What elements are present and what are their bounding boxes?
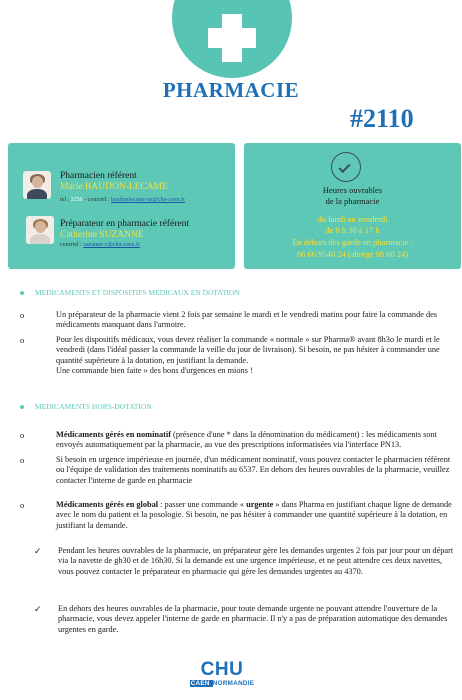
bullet-dot [20,405,24,409]
bullet-o: o [20,455,25,465]
room-number: #2110 [350,104,414,133]
pharmacist-tel: 3256 [70,197,83,203]
nominatif-paragraph: Médicaments gérés en nominatif (présence d'une * dans la dénomination du médicament) : les médicaments sont envoyés automatiquement par la pharmacie, au vue des prescriptions informatisées via l'interface PN13. [56,430,437,450]
dotation-item-2: Pour les dispositifs médicaux, vous devez réaliser la commande « normale » sur Pharma® avant 8h3o le mardi et le vendredi (dans l'idéal passer la commande la veille du jour de livraison). Si besoin, ne pas hésiter à commander une quantité supérieure à la dotation, en justifiant la demande. [56,335,440,365]
bullet-dot [20,291,24,295]
page-title: PHARMACIE [162,78,300,102]
bullet-o: o [20,310,25,320]
urgente-word: urgente [246,500,274,509]
preparer-name: Catherine SUZANNE [60,230,144,240]
section-heading-dotation: MEDICAMENTS ET DISPOSITIFS MEDICAUX EN DOTATION [20,288,240,297]
pharmacist-contact [60,197,185,203]
hours-times: de 8 h 30 à 17 h [325,225,380,235]
preparer-mail-prefix: courriel : [60,242,84,248]
global-label: Médicaments gérés en global [56,500,159,509]
section-heading-hors-dotation: MEDICAMENTS HORS-DOTATION [20,402,152,411]
dotation-item-1: Un préparateur de la pharmacie vient 2 fois par semaine le mardi et le vendredi matins pour faire la commande des médicaments manquant dans l'armoire. [56,310,438,330]
oncall-phone: 06 66 9540 24 (abrégé 98 60 24) [296,249,409,259]
nominatif-label: Médicaments gérés en nominatif [56,430,171,439]
pharmacist-name: Marie BAUDON-LECAME [60,182,168,192]
staff-card [8,143,235,269]
pharmacist-photo [23,171,51,199]
checkmark-icon: ✓ [34,546,42,556]
chu-caen-logo: CHU CAEN NORMANDIE [190,659,255,687]
clock-check-icon [331,152,361,182]
hours-days: du lundi au vendredi [317,214,388,224]
tel-prefix: tel : [60,197,71,203]
global-paragraph: Médicaments gérés en global : passer une commande « urgente » dans Pharma en justifiant chaque ligne de demande avec le nom du patient et la posologie. Si besoin, ne pas hésiter à commander une quantité supérieure à la dotation, en justifiant la demande. [56,500,452,530]
bullet-o: o [20,430,25,440]
pharmacy-cross-icon-bar [208,28,256,48]
checkmark-icon: ✓ [34,604,42,614]
pharmacist-email-link[interactable]: baudonlecame-m@chu-caen.fr [111,197,185,203]
preparer-photo [26,216,54,244]
oncall-label: En dehors des garde en pharmacie : [292,237,413,247]
urgent-outside-hours: En dehors des heures ouvrables de la pharmacie, pour toute demande urgente ne pouvant attendre l'ouverture de la pharmacie, vous devez appeler l'interne de garde en pharmacie. Il n'y a pas de préparation automatique des demandes urgentes en garde. [58,604,448,634]
preparer-email-link[interactable]: suzanne-c@chu-caen.fr [83,242,140,248]
dotation-item-3: Une commande bien faite » des bons d'urgences en mions ! [56,366,253,375]
urgent-during-hours: Pendant les heures ouvrables de la pharmacie, un préparateur gère les demandes urgentes 2 fois par jour pour un départ via la navette de gh30 et de 16h30. Si la demande est une urgence impérieuse, et ne peut attendre ces deux navettes, vous pouvez contacter le préparateur en pharmacie qui gère les demandes urgentes au 4370. [58,546,454,576]
pharmacist-role: Pharmacien référent [60,171,137,181]
hours-heading-2: de la pharmacie [325,196,380,206]
bullet-o: o [20,335,25,345]
preparer-contact [60,242,140,248]
hours-heading-1: Heures ouvrables [322,185,383,195]
bullet-o: o [20,500,25,510]
preparer-role: Préparateur en pharmacie référent [60,219,189,229]
mail-prefix: - courriel : [82,197,111,203]
nominatif-urgence-paragraph: Si besoin en urgence impérieuse en journée, d'un médicament nominatif, vous pouvez contacter le pharmacien référent ou l'équipe de validation des traitements nominatifs au 6537. En dehors des heures ouvrables de la pharmacie, veuillez contacter l'interne de garde en pharmacie [56,455,451,485]
